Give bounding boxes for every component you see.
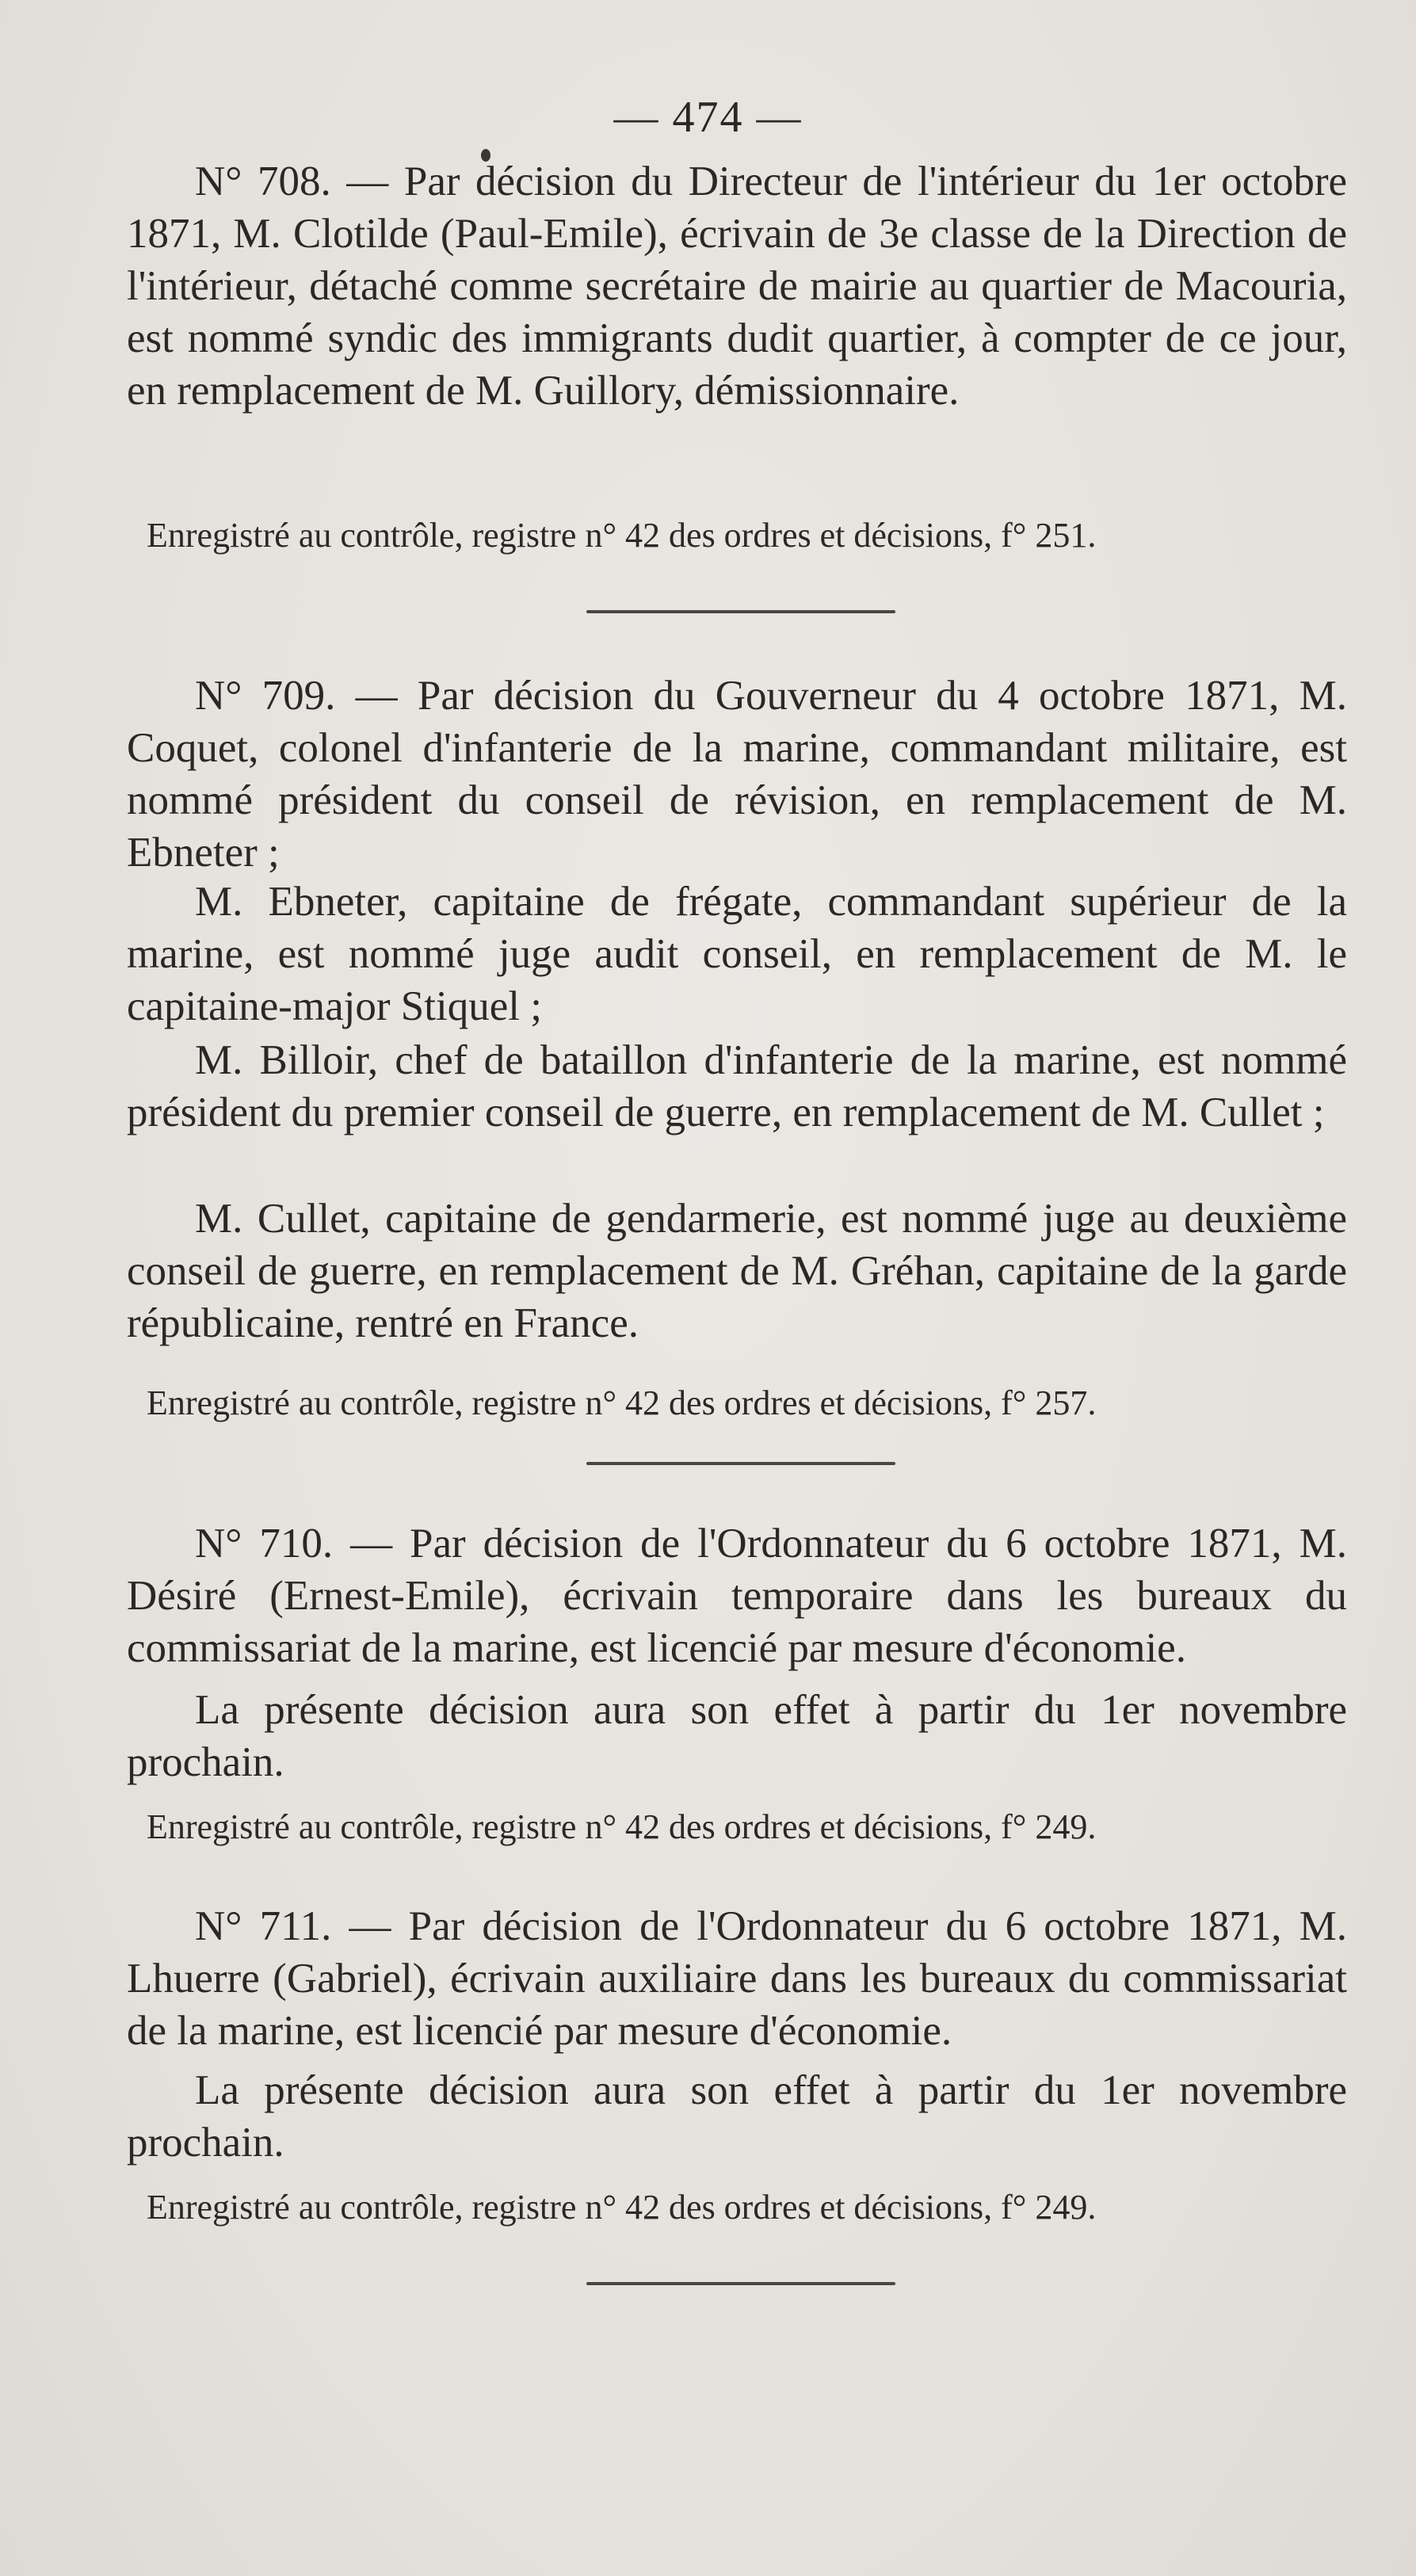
entry-709-paragraph-3: M. Billoir, chef de bataillon d'infanterie de la marine, est nommé président du premier conseil de guerre, en remplacement de M. Cullet ; [127, 1037, 1347, 1135]
entry-709-paragraph-4: M. Cullet, capitaine de gendarmerie, est nommé juge au deuxième conseil de guerre, en remplacement de M. Gréhan, capitaine de la garde républicaine, rentré en France. [127, 1196, 1347, 1346]
entry-711-registration: Enregistré au contrôle, registre n° 42 des ordres et décisions, f° 249. [147, 2188, 1097, 2227]
entry-709-paragraph-1: N° 709. — Par décision du Gouverneur du 4 octobre 1871, M. Coquet, colonel d'infanterie de la marine, commandant militaire, est nommé président du conseil de révision, en remplacement de M. Ebneter ; [127, 673, 1347, 876]
separator-rule [586, 2282, 895, 2285]
entry-711-paragraph-1: N° 711. — Par décision de l'Ordonnateur du 6 octobre 1871, M. Lhuerre (Gabriel), écrivain auxiliaire dans les bureaux du commissariat de la marine, est licencié par mesure d'économie. [127, 1903, 1347, 2054]
entry-708-paragraph: N° 708. — Par décision du Directeur de l'intérieur du 1er octobre 1871, M. Clotilde (Paul-Emile), écrivain de 3e classe de la Direction de l'intérieur, détaché comme secrétaire de mairie au quartier de Macouria, est nommé syndic des immigrants dudit quartier, à compter de ce jour, en remplacement de M. Guillory, démissionnaire. [127, 158, 1347, 414]
separator-rule [586, 610, 895, 613]
page-number: — 474 — [613, 93, 803, 142]
entry-710-paragraph-2: La présente décision aura son effet à partir du 1er novembre prochain. [127, 1687, 1347, 1785]
entry-709-paragraph-2: M. Ebneter, capitaine de frégate, commandant supérieur de la marine, est nommé juge audit conseil, en remplacement de M. le capitaine-major Stiquel ; [127, 879, 1347, 1029]
separator-rule [586, 1462, 895, 1465]
entry-711-paragraph-2: La présente décision aura son effet à partir du 1er novembre prochain. [127, 2067, 1347, 2166]
entry-710-registration: Enregistré au contrôle, registre n° 42 des ordres et décisions, f° 249. [147, 1807, 1097, 1846]
entry-708-registration: Enregistré au contrôle, registre n° 42 des ordres et décisions, f° 251. [147, 516, 1097, 555]
entry-709-registration: Enregistré au contrôle, registre n° 42 des ordres et décisions, f° 257. [147, 1383, 1097, 1422]
entry-710-paragraph-1: N° 710. — Par décision de l'Ordonnateur du 6 octobre 1871, M. Désiré (Ernest-Emile), écrivain temporaire dans les bureaux du commissariat de la marine, est licencié par mesure d'économie. [127, 1521, 1347, 1671]
